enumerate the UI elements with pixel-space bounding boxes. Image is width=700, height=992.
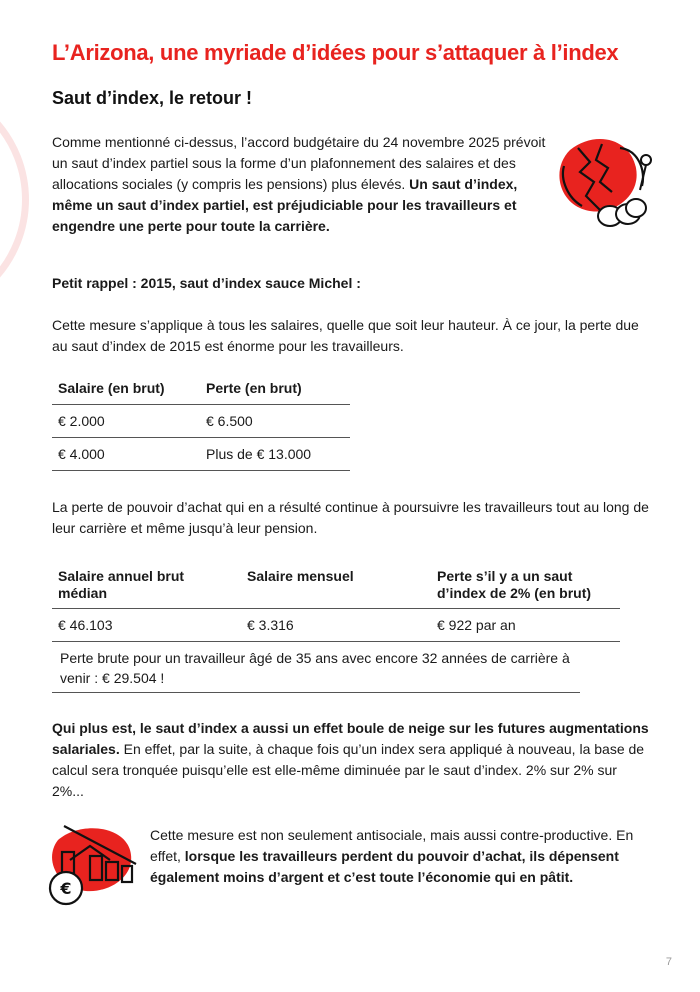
- table-cell: € 3.316: [247, 617, 294, 633]
- page-number: 7: [665, 956, 672, 968]
- table-cell: € 2.000: [58, 413, 105, 429]
- table-cell: € 6.500: [206, 413, 253, 429]
- snowball-bold: Qui plus est, le saut d’index a aussi un effet boule de neige sur les futures augmentations salariales.: [52, 720, 649, 757]
- section-subtitle: Saut d’index, le retour !: [52, 88, 253, 108]
- table-footnote: Perte brute pour un travailleur âgé de 35 ans avec encore 32 années de carrière à venir : € 29.504 !: [52, 642, 580, 693]
- background-arc-decoration: [0, 80, 29, 319]
- table-header-cell: Salaire (en brut): [58, 380, 165, 396]
- purchasing-power-paragraph: La perte de pouvoir d’achat qui en a résulté continue à poursuivre les travailleurs tout au long de leur carrière et même jusqu’à leur pension.: [52, 499, 649, 536]
- snowball-paragraph: [52, 718, 652, 802]
- money-house-icon: [44, 820, 144, 920]
- table-cell: € 46.103: [58, 617, 113, 633]
- intro-bold: Un saut d’index, même un saut d’index partiel, est préjudiciable pour les travailleurs et engendre une perte pour toute la carrière.: [52, 176, 518, 234]
- snowball-plain: En effet, par la suite, à chaque fois qu’un index sera appliqué à nouveau, la base de calcul sera tronquée puisqu’elle est elle-même diminuée par le saut d’index. 2% sur 2% sur 2%...: [52, 741, 645, 799]
- conclusion-bold: lorsque les travailleurs perdent du pouvoir d’achat, ils dépensent également moins d’argent et c’est toute l’économie qui en pâtit.: [150, 848, 619, 885]
- table-header-cell: Perte (en brut): [206, 380, 302, 396]
- table-row: [52, 405, 350, 438]
- table-cell: € 922 par an: [437, 617, 516, 633]
- table-header-cell: Salaire annuel brut médian: [58, 568, 185, 601]
- table-header-cell: Perte s’il y a un saut d’index de 2% (en brut): [437, 568, 592, 601]
- intro-plain: Comme mentionné ci-dessus, l’accord budgétaire du 24 novembre 2025 prévoit un saut d’index partiel sous la forme d’un plafonnement des salaires et des allocations sociales (y compris les pensions) plus élevés.: [52, 134, 546, 192]
- table-header-row: [52, 372, 350, 405]
- salary-loss-table: [52, 372, 350, 471]
- table-cell: Plus de € 13.000: [206, 446, 312, 462]
- table-header-row: [52, 566, 620, 609]
- intro-paragraph: [52, 132, 547, 237]
- broken-coin-icon: [550, 130, 660, 235]
- conclusion-paragraph: [150, 825, 650, 888]
- table-row: [52, 438, 350, 471]
- table-cell: € 4.000: [58, 446, 105, 462]
- measure-paragraph: Cette mesure s’applique à tous les salaires, quelle que soit leur hauteur. À ce jour, la perte due au saut d’index de 2015 est énorme pour les travailleurs.: [52, 317, 639, 354]
- svg-text:€: €: [60, 879, 72, 898]
- table-header-cell: Salaire mensuel: [247, 568, 354, 584]
- table-row: [52, 609, 620, 642]
- reminder-heading: Petit rappel : 2015, saut d’index sauce Michel :: [52, 275, 361, 291]
- median-salary-table: [52, 566, 620, 693]
- conclusion-plain: Cette mesure est non seulement antisociale, mais aussi contre-productive. En effet,: [150, 827, 634, 864]
- page-title: L’Arizona, une myriade d’idées pour s’attaquer à l’index: [52, 40, 619, 65]
